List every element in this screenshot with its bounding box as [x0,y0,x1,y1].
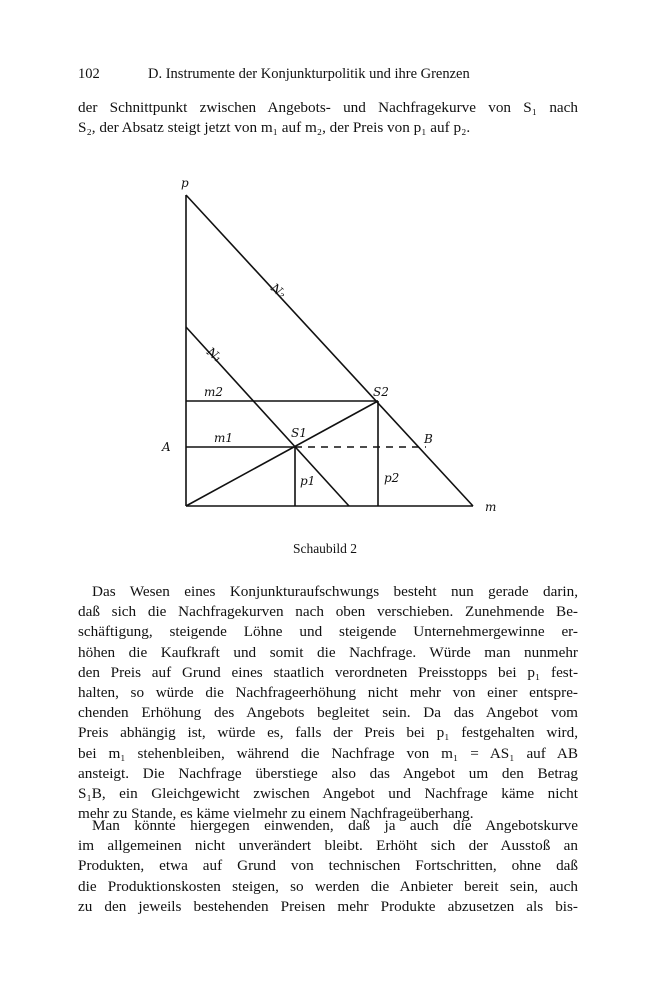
text-line: die Produktionskosten steigen, so werden die Anbieter bereit sein, auch [78,877,578,895]
label-m2: m2 [204,385,224,399]
text-line: im allgemeinen nicht unverändert bleibt. Erhöht sich der Ausstoß an [78,837,578,855]
text-line: bei m₁ stehenbleiben, während die Nachfrage von m₁ = AS₁ auf AB [78,744,578,762]
text-line: chenden Erhöhung des Angebots begleitet sein. Da das Angebot vom [78,704,578,722]
label-m1: m1 [214,431,234,445]
text-line: mehr zu Stande, es käme vielmehr zu einem Nachfrageüberhang. [78,805,474,823]
text-line: zu den jeweils bestehenden Preisen mehr Produkte abzusetzen als bis- [78,897,578,915]
text-line: ansteigt. Die Nachfrage überstiege also das Angebot um den Betrag [78,764,578,782]
text-line: schäftigung, steigende Löhne und steigende Unternehmergewinne er- [78,623,578,641]
supply-curve [186,401,378,506]
text-line: der Schnittpunkt zwischen Angebots- und Nachfragekurve von S₁ nach [78,99,578,116]
text-line: den Preis auf Grund eines staatlich verordneten Preisstopps bei p₁ fest- [78,663,578,681]
label-n2: N₂ [268,280,289,302]
demand-curve-n2 [186,195,473,506]
label-b: B [424,432,433,446]
intro-paragraph [78,98,578,138]
label-s1: S1 [291,426,307,440]
text-line: S₁B, ein Gleichgewicht zwischen Angebot und Nachfrage käme nicht [78,785,578,803]
label-s2: S2 [373,385,389,399]
label-p1: p1 [300,474,316,488]
text-line: höhen die Kaufkraft und somit die Nachfrage. Würde man nunmehr [78,643,578,661]
text-line: S₂, der Absatz steigt jetzt von m₁ auf m₂, der Preis von p₁ auf p₂. [78,119,471,137]
label-p-axis: p [181,176,189,190]
supply-demand-diagram [140,165,520,525]
page-number: 102 [78,66,100,82]
text-line: Produkten, etwa auf Grund von technischen Fortschritten, ohne daß [78,857,578,875]
text-line: halten, so würde die Nachfrageerhöhung nicht mehr von einer entspre- [78,684,578,702]
paragraph-2 [78,816,578,917]
label-m-axis: m [485,500,497,514]
label-a: A [162,440,171,454]
text-line: daß sich die Nachfragekurven nach oben verschieben. Zunehmende Be- [78,603,578,621]
label-p2: p2 [384,471,400,485]
running-title: D. Instrumente der Konjunkturpolitik und ihre Grenzen [148,66,470,82]
figure-caption: Schaubild 2 [292,541,358,556]
text-line: Man könnte hiergegen einwenden, daß ja auch die Angebotskurve [92,817,578,834]
label-n1: N₁ [204,344,225,366]
text-line: Das Wesen eines Konjunkturaufschwungs besteht nun gerade darin, [92,583,578,600]
paragraph-1 [78,582,578,824]
text-line: Preis abhängig ist, würde es, falls der Preis bei p₁ festgehalten wird, [78,724,578,742]
